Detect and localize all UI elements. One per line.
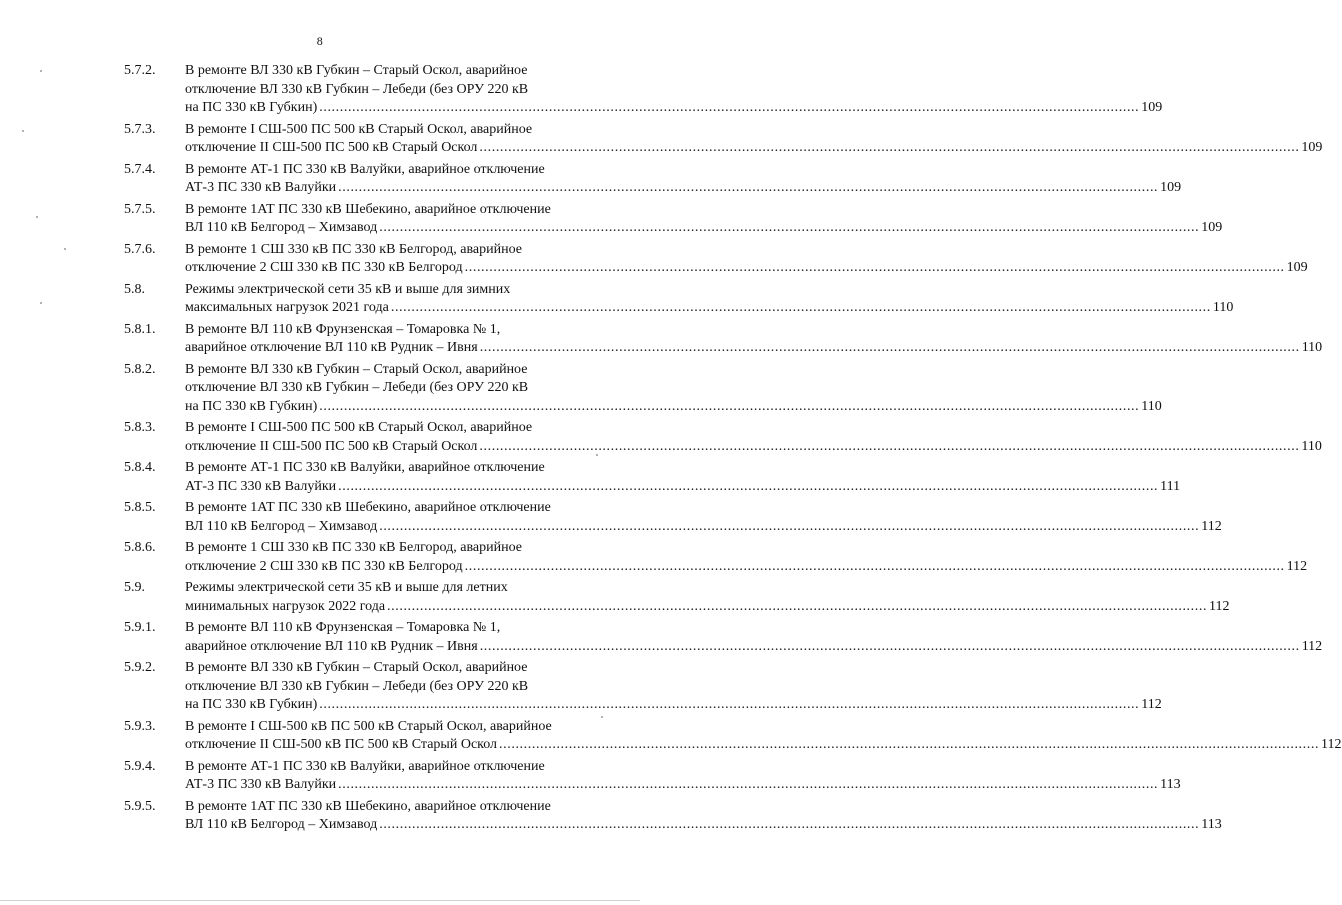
scan-speck <box>64 248 66 250</box>
toc-entry-number: 5.9.2. <box>124 660 156 675</box>
toc-entry-last-line <box>185 776 1181 795</box>
toc-entry-line: на ПС 330 кВ Губкин) <box>185 100 318 115</box>
toc-entry-line: ВЛ 110 кВ Белгород – Химзавод <box>185 817 378 832</box>
toc-entry-number: 5.7.6. <box>124 241 156 257</box>
toc-entry-number: 5.7.2. <box>124 63 156 78</box>
toc-entry <box>0 161 1182 198</box>
toc-entry-line: В ремонте ВЛ 330 кВ Губкин – Старый Оскол, аварийное <box>185 361 528 377</box>
toc-entry-text <box>185 659 1162 715</box>
toc-entry <box>0 539 1308 576</box>
toc-entry-number: 5.8. <box>124 281 145 297</box>
dot-leader: ........................................................................................................................................................................................................ <box>338 180 1159 195</box>
toc-page-number: 112 <box>1141 697 1162 712</box>
toc-entry-number: 5.9. <box>124 580 145 595</box>
toc-entry-last-line <box>185 736 1342 755</box>
toc-entry-last-line <box>185 816 1222 835</box>
toc-entry <box>0 419 1322 456</box>
dot-leader: ........................................................................................................................................................................................................ <box>479 140 1300 155</box>
toc-entry-text <box>185 161 1182 198</box>
toc-entry-last-line <box>185 478 1181 497</box>
toc-entry-number: 5.8.6. <box>124 540 156 555</box>
toc-page-number: 113 <box>1201 817 1222 832</box>
toc-entry-text <box>185 499 1222 536</box>
toc-page-number: 109 <box>1141 100 1163 115</box>
scan-speck <box>40 302 42 304</box>
toc-entry-number: 5.7.4. <box>124 161 156 177</box>
toc-page-number: 110 <box>1301 438 1322 454</box>
toc-entry-last-line <box>185 299 1234 318</box>
toc-entry <box>0 241 1308 278</box>
toc-entry-last-line <box>185 339 1323 358</box>
toc-entry-last-line <box>185 598 1230 617</box>
toc-page-number: 111 <box>1160 478 1181 494</box>
dot-leader: ........................................................................................................................................................................................................ <box>464 260 1285 275</box>
toc-entry-number: 5.8.2. <box>124 361 156 377</box>
scan-speck <box>601 716 603 718</box>
toc-entry-text <box>185 758 1181 795</box>
toc-page-number: 112 <box>1209 598 1230 614</box>
toc-entry-line: АТ-3 ПС 330 кВ Валуйки <box>185 478 337 494</box>
toc-entry-line: аварийное отключение ВЛ 110 кВ Рудник – Ивня <box>185 340 478 355</box>
toc-entry <box>0 758 1181 795</box>
toc-entry-text <box>185 619 1323 656</box>
toc-page-number: 109 <box>1201 220 1223 235</box>
toc-entry-line: В ремонте I СШ-500 ПС 500 кВ Старый Оскол, аварийное <box>185 420 533 435</box>
toc-entry-line: Режимы электрической сети 35 кВ и выше для зимних <box>185 281 511 297</box>
toc-entry <box>0 62 1163 118</box>
toc-entry-line: аварийное отключение ВЛ 110 кВ Рудник – Ивня <box>185 638 478 654</box>
toc-entry-number: 5.8.3. <box>124 420 156 435</box>
toc-entry-text <box>185 201 1223 238</box>
toc-entry-text <box>185 361 1162 417</box>
toc-entry-text <box>185 62 1163 118</box>
toc-entry-line: АТ-3 ПС 330 кВ Валуйки <box>185 180 337 195</box>
toc-page-number: 112 <box>1301 638 1323 654</box>
toc-entry-text <box>185 241 1308 278</box>
toc-entry-last-line <box>185 518 1222 537</box>
toc-entry-line: отключение 2 СШ 330 кВ ПС 330 кВ Белгород <box>185 558 463 574</box>
toc-entry-line: В ремонте 1АТ ПС 330 кВ Шебекино, аварийное отключение <box>185 500 551 515</box>
toc-entry <box>0 459 1181 496</box>
toc-entry-text <box>185 281 1234 318</box>
toc-entry-number: 5.7.5. <box>124 201 156 217</box>
toc-entry-line: В ремонте АТ-1 ПС 330 кВ Валуйки, аварийное отключение <box>185 161 545 177</box>
toc-entry-last-line <box>185 696 1162 715</box>
toc-entry-line: В ремонте 1АТ ПС 330 кВ Шебекино, аварийное отключение <box>185 201 551 217</box>
dot-leader: ........................................................................................................................................................................................................ <box>479 438 1300 454</box>
toc-entry <box>0 659 1162 715</box>
toc-entry-line: ВЛ 110 кВ Белгород – Химзавод <box>185 518 378 534</box>
toc-entry-line: отключение II СШ-500 ПС 500 кВ Старый Оскол <box>185 438 478 454</box>
toc-entry-text <box>185 419 1322 456</box>
toc-entry-line: В ремонте ВЛ 330 кВ Губкин – Старый Оскол, аварийное <box>185 63 528 78</box>
toc-page-number: 112 <box>1201 518 1222 534</box>
toc-page-number: 112 <box>1286 558 1308 574</box>
toc-entry-line: В ремонте 1АТ ПС 330 кВ Шебекино, аварийное отключение <box>185 798 551 814</box>
toc-entry <box>0 321 1323 358</box>
dot-leader: ........................................................................................................................................................................................................ <box>379 220 1200 235</box>
toc-entry-line: АТ-3 ПС 330 кВ Валуйки <box>185 777 337 792</box>
dot-leader: ........................................................................................................................................................................................................ <box>479 340 1300 355</box>
toc-page-number: 109 <box>1301 140 1323 155</box>
toc-page-number: 110 <box>1301 340 1323 355</box>
dot-leader: ........................................................................................................................................................................................................ <box>390 300 1211 315</box>
toc-entry-last-line <box>185 638 1323 657</box>
toc-entry <box>0 121 1323 158</box>
toc-entry-line: отключение ВЛ 330 кВ Губкин – Лебеди (без ОРУ 220 кВ <box>185 678 529 694</box>
toc-entry-number: 5.8.1. <box>124 321 156 337</box>
toc-entry-text <box>185 459 1181 496</box>
scan-speck <box>40 70 42 72</box>
toc-entry-last-line <box>185 179 1182 198</box>
scan-speck <box>596 454 598 456</box>
dot-leader: ........................................................................................................................................................................................................ <box>379 518 1200 534</box>
page-number: 8 <box>316 34 324 48</box>
toc-page-number: 112 <box>1321 737 1342 752</box>
toc-entry-line: В ремонте АТ-1 ПС 330 кВ Валуйки, аварийное отключение <box>185 758 545 774</box>
toc-entry-text <box>185 579 1230 616</box>
toc-entry-line: В ремонте I СШ-500 кВ ПС 500 кВ Старый Оскол, аварийное <box>185 718 552 734</box>
dot-leader: ........................................................................................................................................................................................................ <box>499 737 1320 752</box>
dot-leader: ........................................................................................................................................................................................................ <box>479 638 1300 654</box>
toc-entry-number: 5.9.1. <box>124 620 156 635</box>
toc-entry <box>0 718 1342 755</box>
toc-entry-line: минимальных нагрузок 2022 года <box>185 598 386 614</box>
toc-entry-line: отключение 2 СШ 330 кВ ПС 330 кВ Белгород <box>185 260 463 275</box>
toc-entry <box>0 619 1323 656</box>
dot-leader: ........................................................................................................................................................................................................ <box>387 598 1208 614</box>
toc-entry-line: на ПС 330 кВ Губкин) <box>185 398 318 414</box>
dot-leader: ........................................................................................................................................................................................................ <box>379 817 1200 832</box>
toc-entry <box>0 281 1234 318</box>
scan-speck <box>36 216 38 218</box>
toc-entry <box>0 201 1223 238</box>
toc-page-number: 109 <box>1286 260 1308 275</box>
toc-entry-last-line <box>185 558 1308 577</box>
dot-leader: ........................................................................................................................................................................................................ <box>338 777 1159 792</box>
toc-page-number: 110 <box>1141 398 1162 414</box>
toc-entry-line: отключение ВЛ 330 кВ Губкин – Лебеди (без ОРУ 220 кВ <box>185 380 529 395</box>
table-of-contents <box>0 62 1342 838</box>
toc-entry-last-line <box>185 438 1322 457</box>
toc-entry-last-line <box>185 99 1163 118</box>
toc-entry <box>0 798 1222 835</box>
toc-entry-number: 5.9.3. <box>124 718 156 734</box>
toc-entry-line: отключение II СШ-500 кВ ПС 500 кВ Старый Оскол <box>185 737 498 752</box>
toc-entry-last-line <box>185 219 1223 238</box>
toc-entry-line: В ремонте ВЛ 110 кВ Фрунзенская – Томаровка № 1, <box>185 620 501 635</box>
toc-entry-number: 5.8.4. <box>124 460 156 475</box>
toc-entry-line: В ремонте АТ-1 ПС 330 кВ Валуйки, аварийное отключение <box>185 460 545 475</box>
toc-entry-number: 5.9.4. <box>124 758 156 774</box>
toc-entry-last-line <box>185 259 1308 278</box>
dot-leader: ........................................................................................................................................................................................................ <box>338 478 1159 494</box>
toc-entry <box>0 361 1162 417</box>
toc-entry-line: ВЛ 110 кВ Белгород – Химзавод <box>185 220 378 235</box>
dot-leader: ........................................................................................................................................................................................................ <box>319 100 1140 115</box>
dot-leader: ........................................................................................................................................................................................................ <box>319 697 1140 712</box>
toc-entry-line: В ремонте 1 СШ 330 кВ ПС 330 кВ Белгород, аварийное <box>185 241 522 257</box>
toc-entry-line: Режимы электрической сети 35 кВ и выше для летних <box>185 580 508 595</box>
toc-entry-line: отключение II СШ-500 ПС 500 кВ Старый Оскол <box>185 140 478 155</box>
toc-page-number: 113 <box>1160 777 1181 792</box>
toc-entry-line: на ПС 330 кВ Губкин) <box>185 697 318 712</box>
toc-entry-text <box>185 121 1323 158</box>
toc-entry-text <box>185 321 1323 358</box>
toc-entry-line: В ремонте 1 СШ 330 кВ ПС 330 кВ Белгород, аварийное <box>185 540 522 555</box>
dot-leader: ........................................................................................................................................................................................................ <box>319 398 1140 414</box>
toc-entry-text <box>185 718 1342 755</box>
toc-entry-number: 5.9.5. <box>124 798 156 814</box>
toc-entry-text <box>185 798 1222 835</box>
toc-page-number: 110 <box>1212 300 1234 315</box>
toc-entry-line: отключение ВЛ 330 кВ Губкин – Лебеди (без ОРУ 220 кВ <box>185 81 529 97</box>
toc-entry-number: 5.8.5. <box>124 500 156 515</box>
toc-entry-last-line <box>185 139 1323 158</box>
toc-entry-last-line <box>185 398 1162 417</box>
toc-entry-text <box>185 539 1308 576</box>
toc-entry-line: В ремонте I СШ-500 ПС 500 кВ Старый Оскол, аварийное <box>185 121 533 137</box>
toc-entry <box>0 579 1230 616</box>
page-bottom-edge <box>0 900 640 901</box>
dot-leader: ........................................................................................................................................................................................................ <box>464 558 1285 574</box>
toc-entry-line: В ремонте ВЛ 330 кВ Губкин – Старый Оскол, аварийное <box>185 660 528 675</box>
toc-entry-line: В ремонте ВЛ 110 кВ Фрунзенская – Томаровка № 1, <box>185 321 501 337</box>
toc-page-number: 109 <box>1160 180 1182 195</box>
toc-entry-number: 5.7.3. <box>124 121 156 137</box>
toc-entry-line: максимальных нагрузок 2021 года <box>185 300 389 315</box>
toc-entry <box>0 499 1222 536</box>
scan-speck <box>22 130 24 132</box>
